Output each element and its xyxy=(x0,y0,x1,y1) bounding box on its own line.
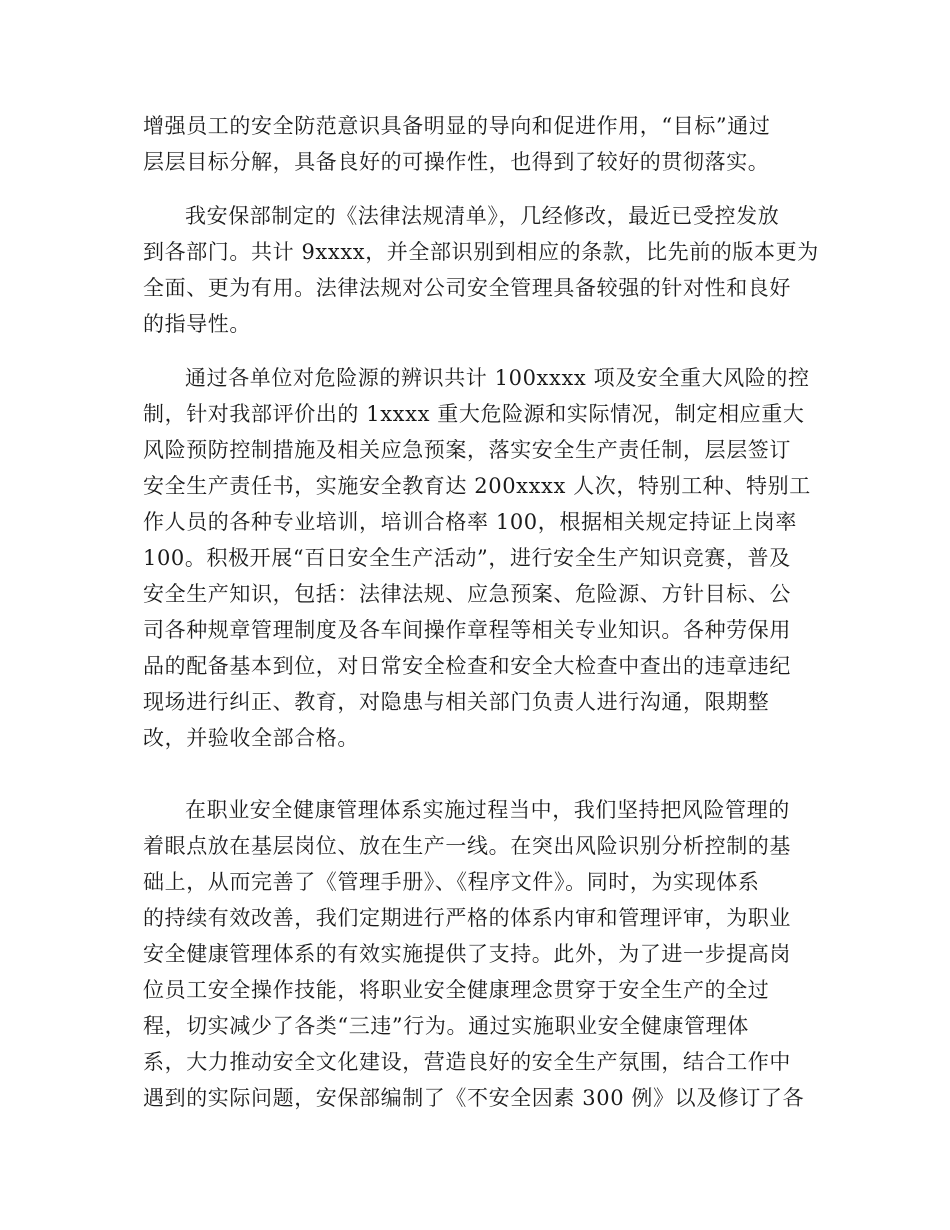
paragraph-line: 风险预防控制措施及相关应急预案，落实安全生产责任制，层层签订 xyxy=(143,438,791,462)
paragraph-line: 制，针对我部评价出的 1xxxx 重大危险源和实际情况，制定相应重大 xyxy=(143,402,805,426)
paragraph-line: 础上，从而完善了《管理手册》、《程序文件》。同时，为实现体系 xyxy=(143,870,760,894)
paragraph-line: 到各部门。共计 9xxxx，并全部识别到相应的条款，比先前的版本更为 xyxy=(143,240,819,264)
paragraph-line: 100。积极开展“百日安全生产活动”，进行安全生产知识竞赛，普及 xyxy=(143,546,791,570)
paragraph-line: 改，并验收全部合格。 xyxy=(143,726,359,750)
paragraph-line: 的持续有效改善，我们定期进行严格的体系内审和管理评审，为职业 xyxy=(143,906,791,930)
paragraph-line: 的指导性。 xyxy=(143,312,251,336)
paragraph-line: 着眼点放在基层岗位、放在生产一线。在突出风险识别分析控制的基 xyxy=(143,834,791,858)
paragraph-line: 现场进行纠正、教育，对隐患与相关部门负责人进行沟通，限期整 xyxy=(143,690,770,714)
paragraph-line: 安全生产责任书，实施安全教育达 200xxxx 人次，特别工种、特别工 xyxy=(143,474,811,498)
paragraph-line: 位员工安全操作技能，将职业安全健康理念贯穿于安全生产的全过 xyxy=(143,978,770,1002)
paragraph-line: 在职业安全健康管理体系实施过程当中，我们坚持把风险管理的 xyxy=(185,798,790,822)
paragraph-4 xyxy=(143,792,811,1116)
paragraph-line: 司各种规章管理制度及各车间操作章程等相关专业知识。各种劳保用 xyxy=(143,618,791,642)
paragraph-line: 遇到的实际问题，安保部编制了《不安全因素 300 例》以及修订了各 xyxy=(143,1086,805,1110)
paragraph-line: 安全健康管理体系的有效实施提供了支持。此外，为了进一步提高岗 xyxy=(143,942,791,966)
paragraph-line: 程，切实减少了各类“三违”行为。通过实施职业安全健康管理体 xyxy=(143,1014,749,1038)
paragraph-line: 我安保部制定的《法律法规清单》，几经修改，最近已受控发放 xyxy=(185,204,780,228)
paragraph-line: 层层目标分解，具备良好的可操作性，也得到了较好的贯彻落实。 xyxy=(143,150,770,174)
paragraph-line: 安全生产知识，包括：法律法规、应急预案、危险源、方针目标、公 xyxy=(143,582,791,606)
paragraph-line: 系，大力推动安全文化建设，营造良好的安全生产氛围，结合工作中 xyxy=(143,1050,791,1074)
paragraph-3 xyxy=(143,360,811,756)
paragraph-line: 全面、更为有用。法律法规对公司安全管理具备较强的针对性和良好 xyxy=(143,276,791,300)
paragraph-line: 增强员工的安全防范意识具备明显的导向和促进作用，“目标”通过 xyxy=(143,114,771,138)
paragraph-1 xyxy=(143,108,811,180)
paragraph-line: 通过各单位对危险源的辨识共计 100xxxx 项及安全重大风险的控 xyxy=(185,366,810,390)
paragraph-2 xyxy=(143,198,819,342)
paragraph-line: 品的配备基本到位，对日常安全检查和安全大检查中查出的违章违纪 xyxy=(143,654,791,678)
paragraph-line: 作人员的各种专业培训，培训合格率 100，根据相关规定持证上岗率 xyxy=(143,510,797,534)
